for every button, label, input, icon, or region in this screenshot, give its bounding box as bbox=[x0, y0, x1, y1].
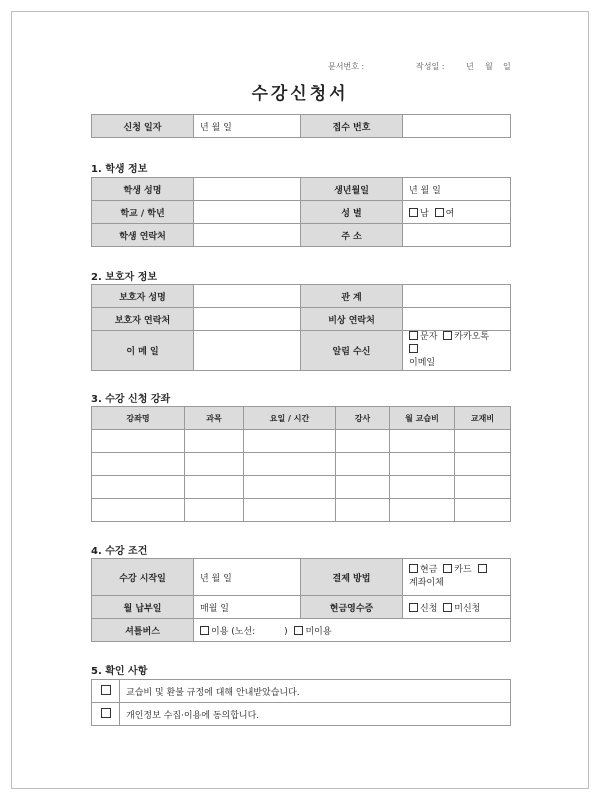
course-cell[interactable] bbox=[92, 476, 185, 499]
course-cell[interactable] bbox=[336, 476, 390, 499]
monthly-due-field[interactable]: 매월 일 bbox=[194, 596, 301, 619]
shuttle-label: 셔틀버스 bbox=[92, 619, 194, 642]
course-cell[interactable] bbox=[390, 499, 455, 522]
address-field[interactable] bbox=[403, 224, 511, 247]
apply-date-field[interactable]: 년 월 일 bbox=[194, 115, 301, 138]
relation-field[interactable] bbox=[403, 285, 511, 308]
notify-label: 알림 수신 bbox=[301, 331, 403, 371]
address-label: 주 소 bbox=[301, 224, 403, 247]
notify-sms-checkbox[interactable] bbox=[409, 331, 418, 340]
page-title: 수강신청서 bbox=[251, 84, 349, 104]
student-name-field[interactable] bbox=[194, 178, 301, 201]
course-col-header: 교재비 bbox=[455, 407, 511, 430]
pay-cash-checkbox[interactable] bbox=[409, 564, 418, 573]
school-grade-field[interactable] bbox=[194, 201, 301, 224]
gender-label: 성 별 bbox=[301, 201, 403, 224]
student-name-label: 학생 성명 bbox=[92, 178, 194, 201]
section-heading-confirm: 5. 확인 사항 bbox=[91, 666, 148, 677]
pay-card-checkbox[interactable] bbox=[443, 564, 452, 573]
relation-label: 관 계 bbox=[301, 285, 403, 308]
guardian-name-field[interactable] bbox=[194, 285, 301, 308]
course-col-header: 요일 / 시간 bbox=[244, 407, 336, 430]
confirm-refund-text: 교습비 및 환불 규정에 대해 안내받았습니다. bbox=[120, 680, 511, 703]
start-date-label: 수강 시작일 bbox=[92, 559, 194, 596]
notify-email-checkbox[interactable] bbox=[409, 344, 418, 353]
notify-kakao-label: 카카오톡 bbox=[454, 332, 490, 342]
emergency-contact-label: 비상 연락처 bbox=[301, 308, 403, 331]
course-table bbox=[91, 406, 511, 522]
course-cell[interactable] bbox=[92, 499, 185, 522]
confirm-refund-checkbox[interactable] bbox=[101, 685, 111, 695]
course-cell[interactable] bbox=[390, 430, 455, 453]
course-cell[interactable] bbox=[185, 476, 244, 499]
gender-male-label: 남 bbox=[420, 208, 429, 219]
pay-cash-label: 현금 bbox=[420, 565, 438, 575]
course-cell[interactable] bbox=[455, 453, 511, 476]
gender-female-checkbox[interactable] bbox=[435, 208, 444, 217]
student-contact-field[interactable] bbox=[194, 224, 301, 247]
pay-method-options bbox=[403, 559, 511, 596]
section-heading-terms: 4. 수강 조건 bbox=[91, 546, 148, 557]
shuttle-use-checkbox[interactable] bbox=[200, 626, 209, 635]
guardian-contact-field[interactable] bbox=[194, 308, 301, 331]
doc-number-label: 문서번호 : bbox=[328, 62, 365, 71]
shuttle-nouse-checkbox[interactable] bbox=[294, 626, 303, 635]
shuttle-nouse-label: 미이용 bbox=[305, 626, 332, 637]
course-cell[interactable] bbox=[455, 476, 511, 499]
course-cell[interactable] bbox=[455, 430, 511, 453]
course-col-header: 과목 bbox=[185, 407, 244, 430]
receipt-apply-checkbox[interactable] bbox=[409, 603, 418, 612]
receipt-number-field[interactable] bbox=[403, 115, 511, 138]
gender-options bbox=[403, 201, 511, 224]
confirm-privacy-checkbox[interactable] bbox=[101, 708, 111, 718]
course-cell[interactable] bbox=[244, 453, 336, 476]
pay-transfer-checkbox[interactable] bbox=[478, 564, 487, 573]
written-date-label: 작성일 : bbox=[416, 62, 445, 71]
student-contact-label: 학생 연락처 bbox=[92, 224, 194, 247]
notify-sms-label: 문자 bbox=[420, 332, 438, 342]
notify-email-label: 이메일 bbox=[409, 358, 436, 368]
shuttle-options bbox=[194, 619, 511, 642]
birth-date-label: 생년월일 bbox=[301, 178, 403, 201]
course-cell[interactable] bbox=[244, 476, 336, 499]
section-heading-student: 1. 학생 정보 bbox=[91, 164, 148, 175]
notify-options bbox=[403, 331, 511, 371]
course-cell[interactable] bbox=[185, 453, 244, 476]
receipt-noapply-label: 미신청 bbox=[454, 603, 481, 614]
table-row bbox=[92, 499, 511, 522]
confirm-table bbox=[91, 679, 511, 726]
course-cell[interactable] bbox=[92, 453, 185, 476]
written-month: 월 bbox=[485, 62, 493, 71]
gender-male-checkbox[interactable] bbox=[409, 208, 418, 217]
pay-transfer-label: 계좌이체 bbox=[409, 578, 444, 588]
shuttle-use-label: 이용 (노선: bbox=[211, 626, 256, 637]
guardian-contact-label: 보호자 연락처 bbox=[92, 308, 194, 331]
course-cell[interactable] bbox=[92, 430, 185, 453]
pay-card-label: 카드 bbox=[454, 565, 472, 575]
cash-receipt-options bbox=[403, 596, 511, 619]
course-cell[interactable] bbox=[185, 430, 244, 453]
notify-kakao-checkbox[interactable] bbox=[443, 331, 452, 340]
birth-date-field[interactable]: 년 월 일 bbox=[403, 178, 511, 201]
course-cell[interactable] bbox=[455, 499, 511, 522]
emergency-contact-field[interactable] bbox=[403, 308, 511, 331]
receipt-noapply-checkbox[interactable] bbox=[443, 603, 452, 612]
email-field[interactable] bbox=[194, 331, 301, 371]
table-row bbox=[92, 476, 511, 499]
written-year: 년 bbox=[466, 62, 474, 71]
table-row bbox=[92, 430, 511, 453]
confirm-privacy-text: 개인정보 수집·이용에 동의합니다. bbox=[120, 703, 511, 726]
guardian-name-label: 보호자 성명 bbox=[92, 285, 194, 308]
email-label: 이 메 일 bbox=[92, 331, 194, 371]
course-cell[interactable] bbox=[336, 499, 390, 522]
school-grade-label: 학교 / 학년 bbox=[92, 201, 194, 224]
course-col-header: 강사 bbox=[336, 407, 390, 430]
course-cell[interactable] bbox=[390, 453, 455, 476]
cash-receipt-label: 현금영수증 bbox=[301, 596, 403, 619]
receipt-number-label: 접수 번호 bbox=[301, 115, 403, 138]
course-cell[interactable] bbox=[336, 430, 390, 453]
course-cell[interactable] bbox=[390, 476, 455, 499]
student-info-table bbox=[91, 177, 511, 247]
written-day: 일 bbox=[503, 62, 511, 71]
shuttle-close-paren: ) bbox=[284, 626, 288, 637]
apply-date-label: 신청 일자 bbox=[92, 115, 194, 138]
course-col-header: 월 교습비 bbox=[390, 407, 455, 430]
confirm-checkbox-cell bbox=[92, 703, 120, 726]
apply-info-table bbox=[91, 114, 511, 138]
table-row bbox=[92, 453, 511, 476]
receipt-apply-label: 신청 bbox=[420, 603, 438, 614]
course-cell[interactable] bbox=[244, 430, 336, 453]
section-heading-courses: 3. 수강 신청 강좌 bbox=[91, 394, 171, 405]
guardian-info-table bbox=[91, 284, 511, 371]
section-heading-guardian: 2. 보호자 정보 bbox=[91, 272, 158, 283]
pay-method-label: 결제 방법 bbox=[301, 559, 403, 596]
terms-table bbox=[91, 558, 511, 642]
gender-female-label: 여 bbox=[445, 208, 455, 219]
confirm-checkbox-cell bbox=[92, 680, 120, 703]
course-col-header: 강좌명 bbox=[92, 407, 185, 430]
course-cell[interactable] bbox=[185, 499, 244, 522]
course-cell[interactable] bbox=[336, 453, 390, 476]
course-cell[interactable] bbox=[244, 499, 336, 522]
monthly-due-label: 월 납부일 bbox=[92, 596, 194, 619]
start-date-field[interactable]: 년 월 일 bbox=[194, 559, 301, 596]
